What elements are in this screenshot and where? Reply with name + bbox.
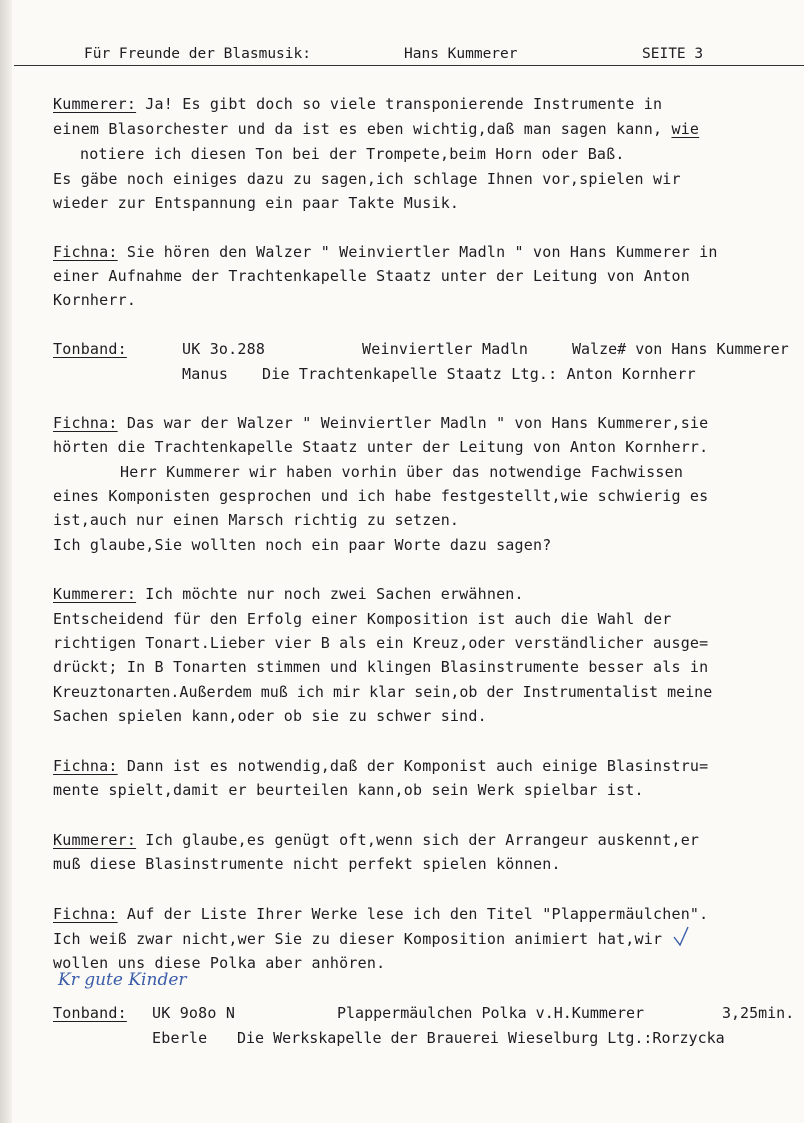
line-text: Das war der Walzer " Weinviertler Madln " von Hans Kummerer,sie [117, 414, 709, 432]
speaker-label: Kummerer: [53, 831, 137, 849]
text-line: Es gäbe noch einiges dazu zu sagen,ich schlage Ihnen vor,spielen wir [53, 170, 681, 188]
tape-label: Tonband: [53, 340, 127, 358]
tape-duration: 3,25min. [722, 1004, 795, 1022]
handwritten-note: Kr gute Kinder [58, 970, 187, 990]
text-line: ist,auch nur einen Marsch richtig zu setzen. [53, 511, 460, 529]
text-line: muß diese Blasinstrumente nicht perfekt spielen können. [53, 855, 561, 873]
text-line: hörten die Trachtenkapelle Staatz unter der Leitung von Anton Kornherr. [53, 438, 709, 456]
text-line [53, 94, 662, 114]
tape-type: Walze# von Hans Kummerer [572, 340, 789, 358]
text-line [53, 584, 524, 604]
text-line: Entscheidend für den Erfolg einer Komposition ist auch die Wahl der [53, 610, 672, 628]
speaker-label: Kummerer: [53, 95, 137, 113]
tape-source: Eberle [152, 1029, 208, 1047]
text-line: mente spielt,damit er beurteilen kann,ob sein Werk spielbar ist. [53, 781, 644, 799]
text-line [53, 830, 699, 850]
scan-edge [0, 0, 12, 1123]
header-series-title: Für Freunde der Blasmusik: [84, 46, 311, 62]
tape-title: Weinviertler Madln [362, 340, 529, 358]
text-line: Kreuztonarten.Außerdem muß ich mir klar sein,ob der Instrumentalist meine [53, 683, 713, 701]
text-line: Ich weiß zwar nicht,wer Sie zu dieser Komposition animiert hat,wir [53, 930, 663, 948]
line-text: Ich glaube,es genügt oft,wenn sich der Arrangeur auskennt,er [136, 831, 700, 849]
speaker-label: Fichna: [53, 243, 118, 261]
header-rule [14, 65, 804, 66]
text-line: einer Aufnahme der Trachtenkapelle Staatz unter der Leitung von Anton [53, 267, 690, 285]
line-text: Ja! Es gibt doch so viele transponierende Instrumente in [136, 95, 663, 113]
speaker-label: Fichna: [53, 757, 118, 775]
tape-ensemble: Die Trachtenkapelle Staatz Ltg.: Anton Kornherr [262, 365, 696, 383]
line-text: Auf der Liste Ihrer Werke lese ich den Titel "Plappermäulchen". [117, 905, 709, 923]
text-line [53, 242, 718, 262]
text-line [53, 904, 708, 924]
speaker-label: Fichna: [53, 414, 118, 432]
text-line: eines Komponisten gesprochen und ich habe festgestellt,wie schwierig es [53, 487, 709, 505]
text-line [53, 119, 699, 139]
header-page-number: SEITE 3 [642, 46, 704, 62]
text-line: notiere ich diesen Ton bei der Trompete,beim Horn oder Baß. [80, 145, 625, 163]
text-line: wieder zur Entspannung ein paar Takte Musik. [53, 194, 460, 212]
tape-title: Plappermäulchen Polka v.H.Kummerer [337, 1004, 645, 1022]
text-line [53, 413, 708, 433]
speaker-label: Fichna: [53, 905, 118, 923]
tape-label: Tonband: [53, 1004, 127, 1022]
text-line: richtigen Tonart.Lieber vier B als ein Kreuz,oder verständlicher ausge= [53, 634, 709, 652]
text-line: Ich glaube,Sie wollten noch ein paar Worte dazu sagen? [53, 536, 552, 554]
line-text: Dann ist es notwendig,daß der Komponist auch einige Blasinstru= [117, 757, 709, 775]
text-line: wollen uns diese Polka aber anhören. [53, 954, 386, 972]
tape-code: UK 9o8o N [152, 1004, 236, 1022]
tape-source: Manus [182, 365, 229, 383]
tape-code: UK 3o.288 [182, 340, 266, 358]
line-text: Ich möchte nur noch zwei Sachen erwähnen. [136, 585, 524, 603]
text-line: drückt; In B Tonarten stimmen und klingen Blasinstrumente besser als in [53, 658, 709, 676]
text-line [53, 756, 708, 776]
underlined-word: wie [671, 120, 700, 138]
text-line: Kornherr. [53, 291, 137, 309]
speaker-label: Kummerer: [53, 585, 137, 603]
line-text: einem Blasorchester und da ist es eben wichtig,daß man sagen kann, [53, 120, 663, 138]
tape-ensemble: Die Werkskapelle der Brauerei Wieselburg Ltg.:Rorzycka [237, 1029, 725, 1047]
text-line: Sachen spielen kann,oder ob sie zu schwer sind. [53, 707, 487, 725]
text-line: Herr Kummerer wir haben vorhin über das notwendige Fachwissen [120, 463, 684, 481]
line-text: Sie hören den Walzer " Weinviertler Madln " von Hans Kummerer in [117, 243, 718, 261]
header-author: Hans Kummerer [404, 46, 518, 62]
handwritten-tick-mark [672, 925, 690, 947]
